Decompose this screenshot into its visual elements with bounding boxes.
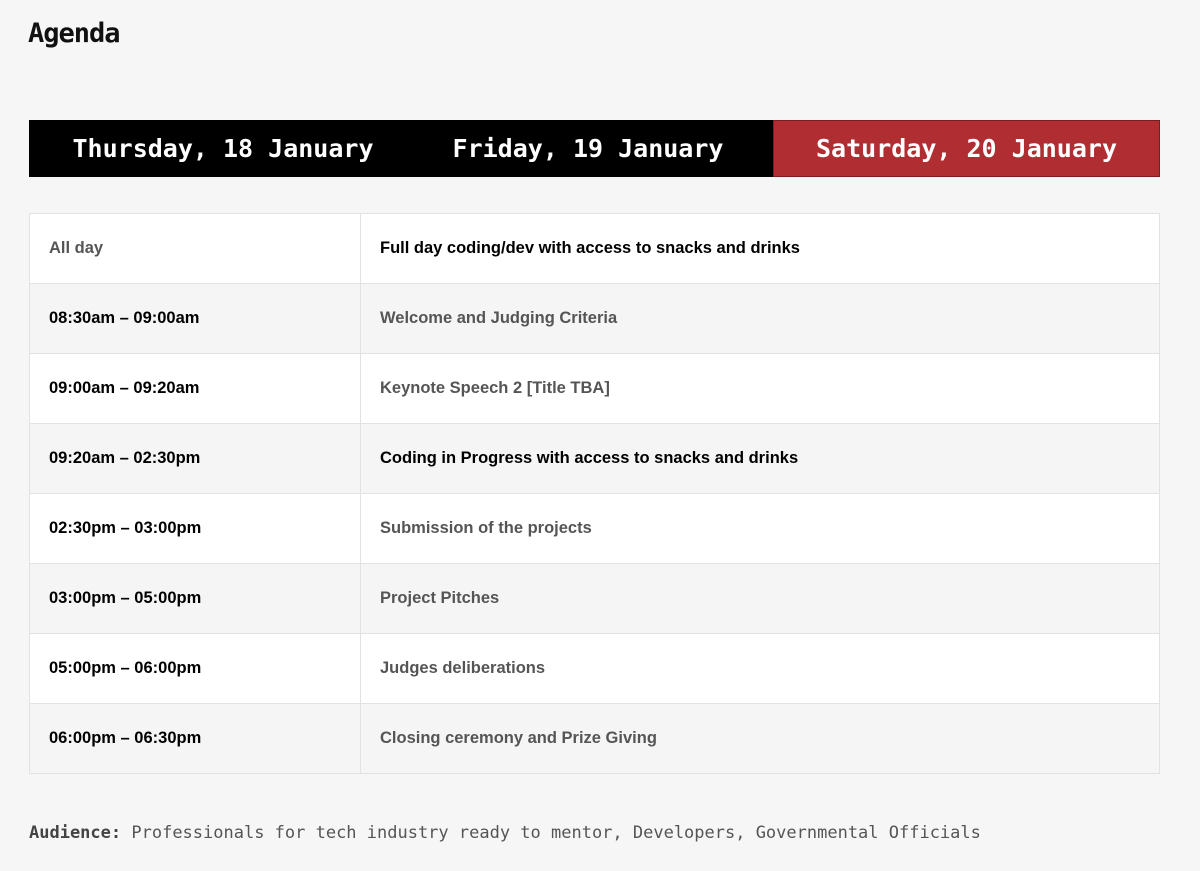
- audience-label: Audience:: [29, 823, 122, 843]
- audience-line: [29, 823, 981, 843]
- table-row: [30, 564, 1160, 634]
- description-cell: Closing ceremony and Prize Giving: [361, 704, 1160, 774]
- time-cell: 08:30am – 09:00am: [30, 284, 361, 354]
- time-cell: 03:00pm – 05:00pm: [30, 564, 361, 634]
- description-cell: Welcome and Judging Criteria: [361, 284, 1160, 354]
- description-cell: Judges deliberations: [361, 634, 1160, 704]
- table-row: [30, 354, 1160, 424]
- table-row: [30, 214, 1160, 284]
- table-row: [30, 494, 1160, 564]
- time-cell: 05:00pm – 06:00pm: [30, 634, 361, 704]
- description-cell: Coding in Progress with access to snacks and drinks: [361, 424, 1160, 494]
- description-cell: Project Pitches: [361, 564, 1160, 634]
- tab-thursday[interactable]: Thursday, 18 January: [72, 134, 374, 163]
- table-row: [30, 284, 1160, 354]
- time-cell: 09:00am – 09:20am: [30, 354, 361, 424]
- time-cell: All day: [30, 214, 361, 284]
- time-cell: 09:20am – 02:30pm: [30, 424, 361, 494]
- description-cell: Keynote Speech 2 [Title TBA]: [361, 354, 1160, 424]
- audience-text: Professionals for tech industry ready to mentor, Developers, Governmental Officials: [131, 823, 981, 843]
- table-row: [30, 634, 1160, 704]
- description-cell: Full day coding/dev with access to snacks and drinks: [361, 214, 1160, 284]
- tab-saturday[interactable]: Saturday, 20 January: [773, 120, 1160, 177]
- table-row: [30, 704, 1160, 774]
- description-cell: Submission of the projects: [361, 494, 1160, 564]
- time-cell: 06:00pm – 06:30pm: [30, 704, 361, 774]
- tab-friday[interactable]: Friday, 19 January: [452, 134, 724, 163]
- agenda-table: [29, 213, 1160, 774]
- day-tabs: [29, 120, 1160, 177]
- table-row: [30, 424, 1160, 494]
- time-cell: 02:30pm – 03:00pm: [30, 494, 361, 564]
- page-title: Agenda: [28, 18, 120, 49]
